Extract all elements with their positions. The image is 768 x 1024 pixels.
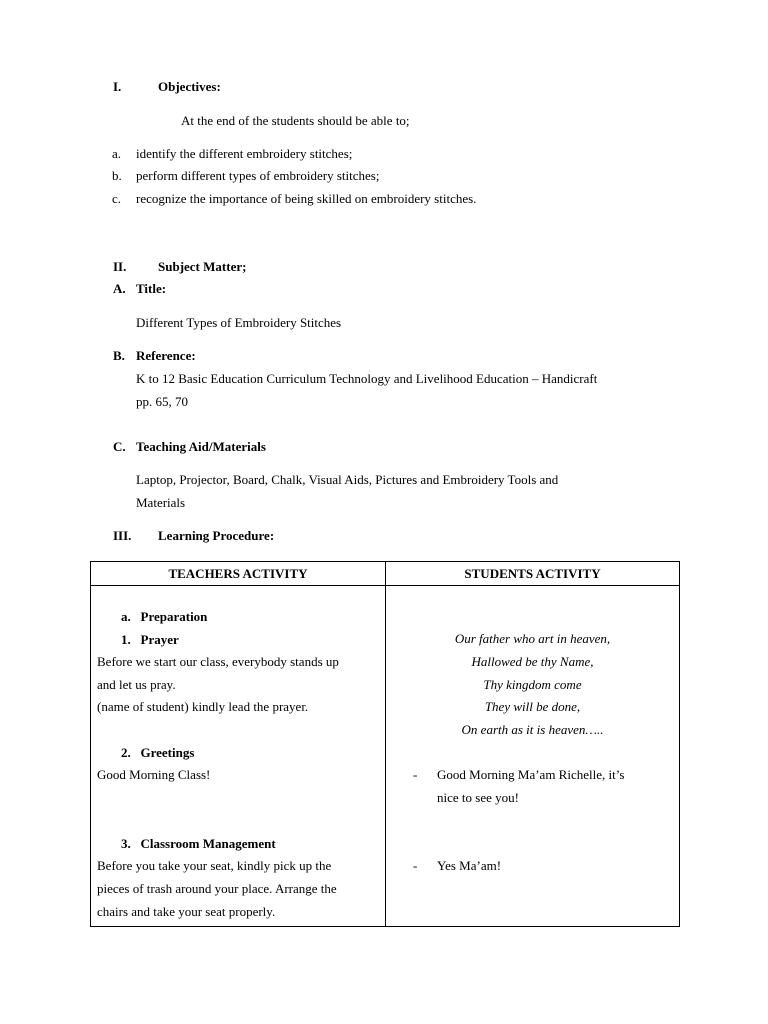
student-prayer-line: Hallowed be thy Name, [471,654,594,669]
teacher-activity-cell [91,586,386,927]
section-numeral-procedure: III. [113,528,132,543]
materials-marker: C. [113,439,126,454]
title-marker: A. [113,281,126,296]
objective-item: identify the different embroidery stitches; [136,146,353,161]
classroom-management-heading: 3. Classroom Management [121,836,276,851]
objectives-intro: At the end of the students should be able to; [181,113,410,128]
reference-label: Reference: [136,348,196,363]
objective-marker: c. [112,191,122,206]
preparation-heading: a. Preparation [121,609,208,624]
student-activity-header: STUDENTS ACTIVITY [386,562,680,586]
section-heading-procedure: Learning Procedure: [158,528,275,543]
materials-line: Laptop, Projector, Board, Chalk, Visual Aids, Pictures and Embroidery Tools and [136,472,559,487]
teacher-activity-header: TEACHERS ACTIVITY [91,562,386,586]
title-label: Title: [136,281,167,296]
dash-marker: - [413,767,418,782]
title-value: Different Types of Embroidery Stitches [136,315,342,330]
student-prayer-line: Our father who art in heaven, [454,631,611,646]
materials-line: Materials [136,495,186,510]
student-prayer-line: On earth as it is heaven….. [461,722,604,737]
objective-item: perform different types of embroidery stitches; [136,168,380,183]
management-line: Before you take your seat, kindly pick up the [97,858,332,873]
prayer-line: (name of student) kindly lead the prayer. [97,699,309,714]
greetings-heading: 2. Greetings [121,745,195,760]
prayer-heading: 1. Prayer [121,632,179,647]
section-numeral-subject-matter: II. [113,259,127,274]
section-numeral-objectives: I. [113,79,122,94]
student-activity-cell [386,586,680,927]
objective-marker: a. [112,146,122,161]
student-prayer-line: Thy kingdom come [483,677,582,692]
section-heading-objectives: Objectives: [158,79,221,94]
student-management-reply: Yes Ma’am! [437,858,502,873]
reference-marker: B. [113,348,125,363]
management-line: pieces of trash around your place. Arrange the [97,881,337,896]
reference-line: K to 12 Basic Education Curriculum Technology and Livelihood Education – Handicraft [136,371,598,386]
student-greeting-line: nice to see you! [437,790,519,805]
materials-label: Teaching Aid/Materials [136,439,266,454]
reference-line: pp. 65, 70 [136,394,188,409]
objective-marker: b. [112,168,122,183]
student-prayer-line: They will be done, [484,699,581,714]
prayer-line: Before we start our class, everybody stands up [97,654,339,669]
management-line: chairs and take your seat properly. [97,904,276,919]
objective-item: recognize the importance of being skilled on embroidery stitches. [136,191,477,206]
section-heading-subject-matter: Subject Matter; [158,259,247,274]
student-greeting-line: Good Morning Ma’am Richelle, it’s [437,767,625,782]
activity-table [90,561,680,927]
prayer-line: and let us pray. [97,677,176,692]
dash-marker: - [413,858,418,873]
greetings-line: Good Morning Class! [97,767,211,782]
